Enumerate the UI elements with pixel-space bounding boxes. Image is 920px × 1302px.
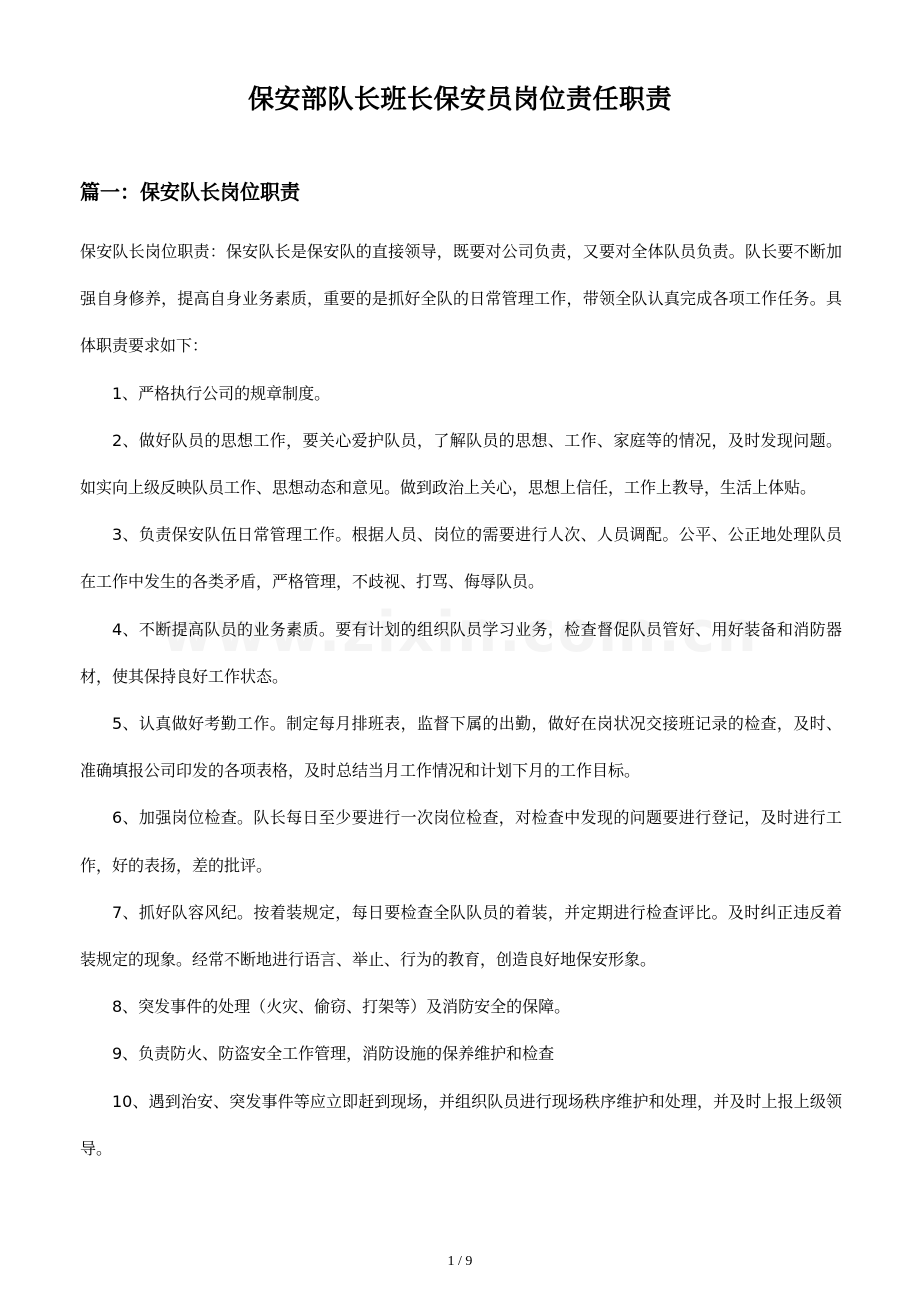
duty-item-1: 1、严格执行公司的规章制度。	[112, 383, 331, 403]
duty-item-9: 9、负责防火、防盗安全工作管理，消防设施的保养维护和检查	[112, 1044, 555, 1064]
duty-item-2: 2、做好队员的思想工作，要关心爱护队员，了解队员的思想、工作、家庭等的情况，及时发现问题。如实向上级反映队员工作、思想动态和意见。做到政治上关心，思想上信任，工作上教导，生活上体贴。	[80, 430, 842, 498]
duty-item-3: 3、负责保安队伍日常管理工作。根据人员、岗位的需要进行人次、人员调配。公平、公正地处理队员在工作中发生的各类矛盾，严格管理，不歧视、打骂、侮辱队员。	[80, 525, 842, 592]
duty-item-4: 4、不断提高队员的业务素质。要有计划的组织队员学习业务，检查督促队员管好、用好装备和消防器材，使其保持良好工作状态。	[80, 619, 842, 686]
intro-paragraph: 保安队长岗位职责：保安队长是保安队的直接领导，既要对公司负责，又要对全体队员负责。队长要不断加强自身修养，提高自身业务素质，重要的是抓好全队的日常管理工作，带领全队认真完成各项工作任务。具体职责要求如下：	[80, 242, 842, 356]
duty-item-5: 5、认真做好考勤工作。制定每月排班表，监督下属的出勤，做好在岗状况交接班记录的检查，及时、准确填报公司印发的各项表格，及时总结当月工作情况和计划下月的工作目标。	[80, 714, 842, 781]
page-number: 1 / 9	[447, 1254, 473, 1269]
document-body	[80, 228, 842, 1172]
duty-item-8: 8、突发事件的处理（火灾、偷窃、打架等）及消防安全的保障。	[112, 997, 571, 1017]
document-title: 保安部队长班长保安员岗位责任职责	[247, 85, 672, 115]
duty-item-7: 7、抓好队容风纪。按着装规定，每日要检查全队队员的着装，并定期进行检查评比。及时纠正违反着装规定的现象。经常不断地进行语言、举止、行为的教育，创造良好地保安形象。	[80, 902, 842, 970]
duty-item-6: 6、加强岗位检查。队长每日至少要进行一次岗位检查，对检查中发现的问题要进行登记，及时进行工作，好的表扬，差的批评。	[80, 808, 842, 875]
section-heading: 篇一：保安队长岗位职责	[80, 180, 300, 204]
duty-item-10: 10、遇到治安、突发事件等应立即赶到现场，并组织队员进行现场秩序维护和处理，并及时上报上级领导。	[80, 1091, 842, 1158]
